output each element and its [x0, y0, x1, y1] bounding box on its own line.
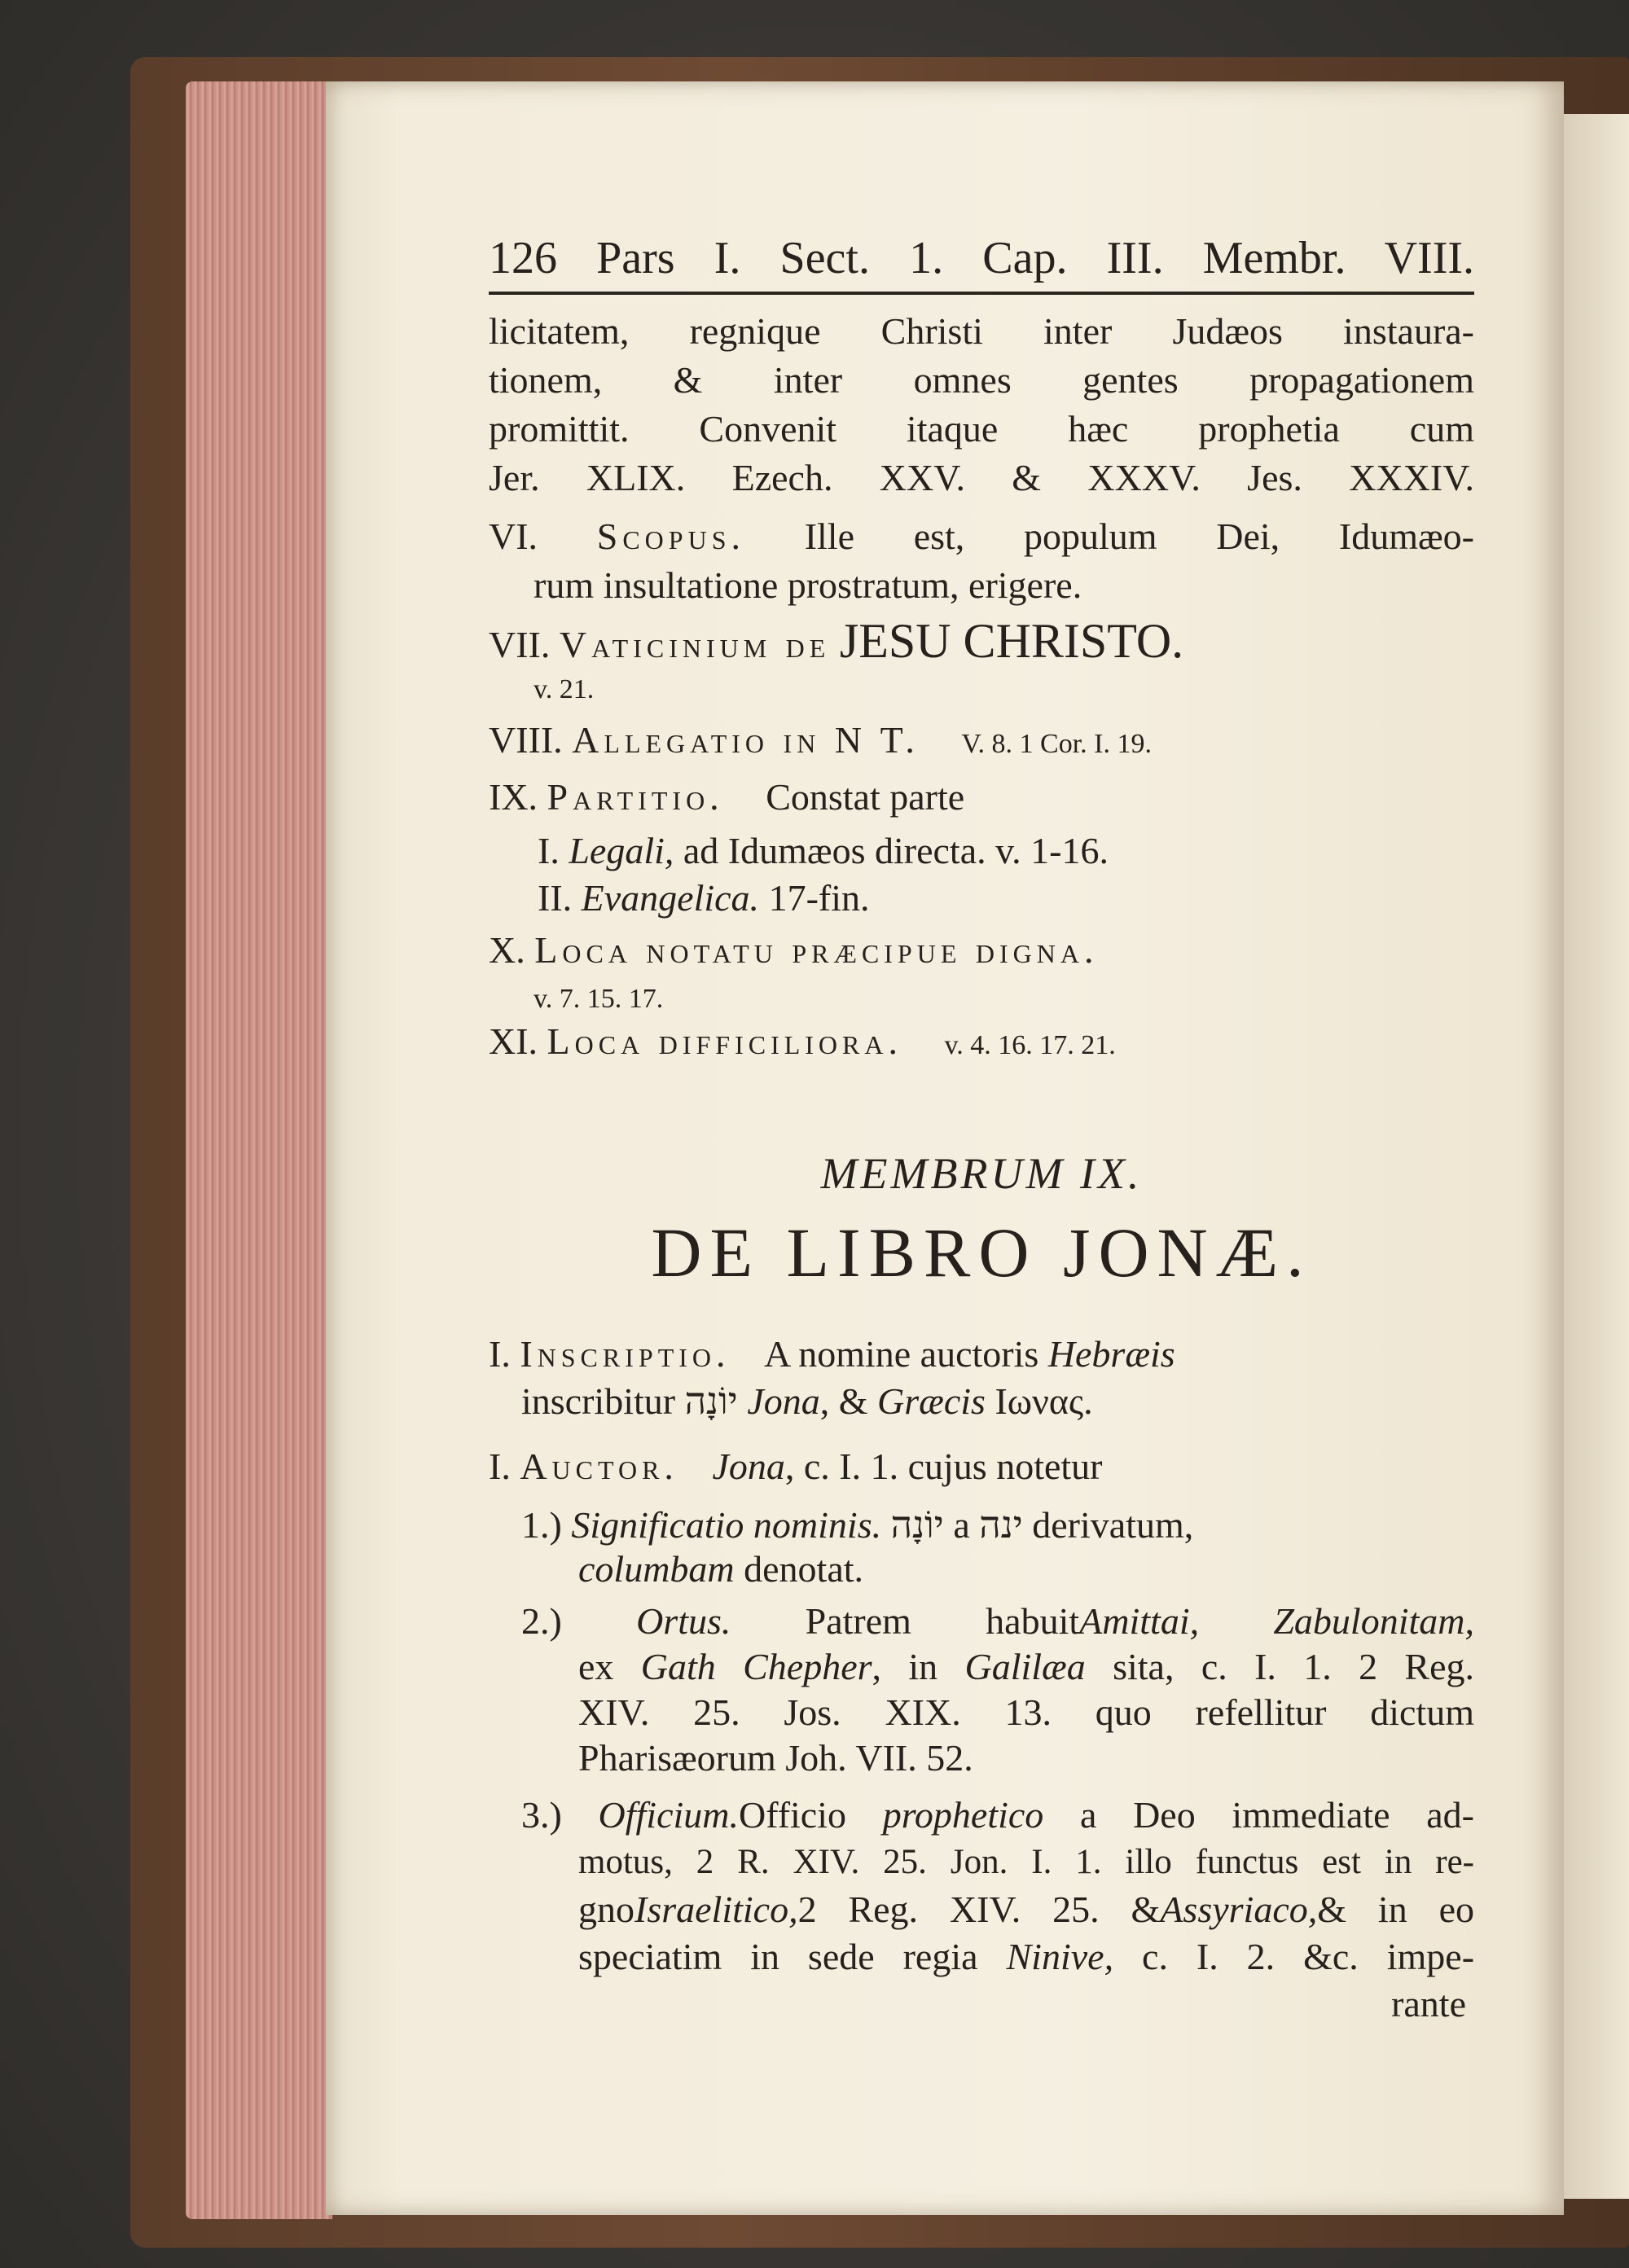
running-header: [489, 230, 1474, 287]
section-ix: IX. Partitio. Constat parte: [489, 776, 965, 818]
running-title: Pars I. Sect. 1. Cap. III. Membr. VIII.: [596, 233, 1475, 283]
section-vii: VII. Vaticinium de JESU CHRISTO.: [489, 614, 1184, 668]
section-title: Allegatio in N T.: [572, 719, 920, 761]
greek-jona: Ιωνας.: [995, 1380, 1093, 1422]
section-title: Inscriptio.: [520, 1333, 731, 1375]
section-title: Partitio.: [547, 776, 724, 818]
page-number: 126: [489, 233, 557, 283]
inscriptio-line2: inscribitur יוֹנָה Jona, & Græcis Ιωνας.: [521, 1380, 1093, 1422]
list-item-line: ex Gath Chepher, in Galilæa sita, c. I. 1. 2 Reg.: [578, 1646, 1475, 1687]
partitio-item: II. Evangelica. 17-fin.: [538, 877, 870, 919]
membrum-label: MEMBRUM IX.: [820, 1149, 1143, 1198]
inscriptio: I. Inscriptio. A nomine auctoris Hebræis: [489, 1333, 1175, 1375]
section-x: X. Loca notatu præcipue digna.: [489, 929, 1099, 971]
continuation-line: tionem, & inter omnes gentes propagationem: [489, 359, 1474, 401]
list-item: 1.) Significatio nominis. יוֹנָה a ינה derivatum,: [521, 1504, 1194, 1546]
list-item-line: XIV. 25. Jos. XIX. 13. quo refellitur dictum: [578, 1691, 1474, 1733]
catchword: rante: [1391, 1983, 1466, 2025]
page-edges: [186, 81, 332, 2219]
list-item-line: motus, 2 R. XIV. 25. Jon. I. 1. illo functus est in re-: [578, 1843, 1474, 1881]
hebrew-jona: יוֹנָה: [684, 1380, 738, 1422]
auctor: I. Auctor. Jona, c. I. 1. cujus notetur: [489, 1445, 1103, 1487]
membrum-title: DE LIBRO JONÆ.: [651, 1213, 1312, 1292]
section-title: Scopus.: [596, 515, 745, 557]
list-item-line: gnoIsraelitico,2 Reg. XIV. 25. &Assyriaco,& in eo: [578, 1889, 1474, 1930]
section-ref: v. 4. 16. 17. 21.: [944, 1030, 1116, 1060]
list-item-line: columbam denotat.: [578, 1548, 864, 1590]
list-item: 2.) Ortus. Patrem habuitAmittai, Zabulonitam,: [521, 1600, 1474, 1642]
list-item-line: speciatim in sede regia Ninive, c. I. 2. &c. impe-: [578, 1936, 1475, 1977]
partitio-item: I. Legali, ad Idumæos directa. v. 1-16.: [538, 830, 1109, 871]
section-viii: VIII. Allegatio in N T. V. 8. 1 Cor. I. 19.: [489, 719, 1152, 761]
section-x-ref: v. 7. 15. 17.: [533, 984, 664, 1014]
section-title: Auctor.: [520, 1445, 678, 1487]
section-title: Vaticinium de: [559, 624, 831, 665]
section-title: Loca notatu præcipue digna.: [534, 929, 1099, 971]
jesu-christo: JESU CHRISTO.: [839, 614, 1184, 668]
continuation-line: licitatem, regnique Christi inter Judæos instaura-: [489, 310, 1474, 352]
list-item-line: Pharisæorum Joh. VII. 52.: [578, 1737, 973, 1779]
section-title: Loca difficiliora.: [547, 1020, 902, 1062]
section-vi: VI. Scopus. Ille est, populum Dei, Idumæo-: [489, 515, 1474, 557]
header-rule: [489, 292, 1474, 295]
list-item: 3.) Officium.Officio prophetico a Deo immediate ad-: [521, 1794, 1474, 1836]
section-ref: V. 8. 1 Cor. I. 19.: [961, 729, 1152, 759]
continuation-line: Jer. XLIX. Ezech. XXV. & XXXV. Jes. XXXIV.: [489, 457, 1474, 498]
section-vii-ref: v. 21.: [533, 674, 595, 704]
section-xi: XI. Loca difficiliora. v. 4. 16. 17. 21.: [489, 1020, 1116, 1062]
continuation-line: promittit. Convenit itaque hæc prophetia cum: [489, 408, 1474, 450]
facing-page-edge: [1556, 114, 1629, 2199]
section-vi-line2: rum insultatione prostratum, erigere.: [533, 564, 1082, 606]
